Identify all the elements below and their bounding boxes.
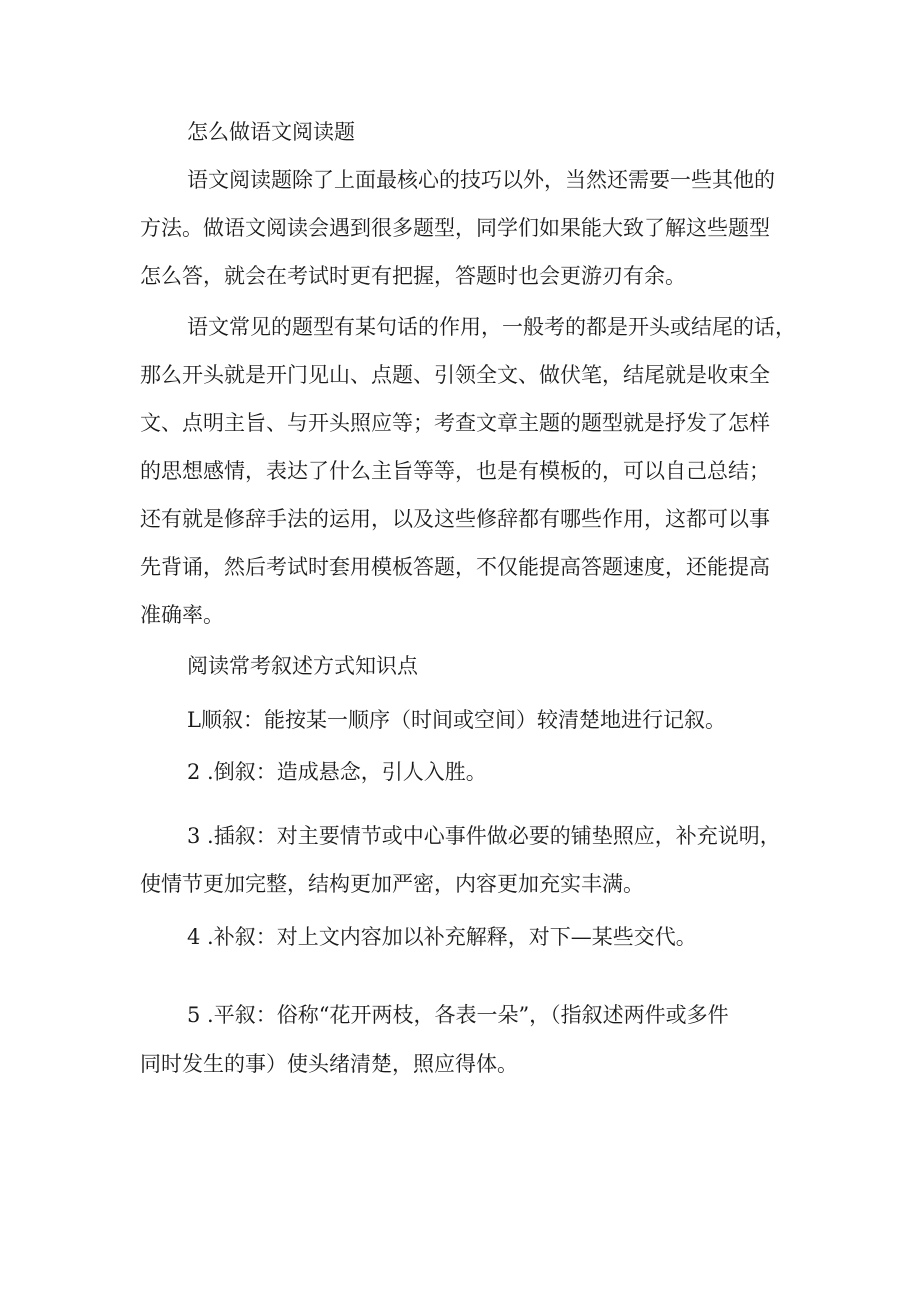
item-5-line-2: 同时发生的事）使头绪清楚，照应得体。 bbox=[140, 1052, 518, 1076]
item-1: L顺叙：能按某一顺序（时间或空间）较清楚地进行记叙。 bbox=[187, 708, 726, 732]
item-2: 2 .倒叙：造成悬念，引人入胜。 bbox=[187, 760, 487, 784]
item-3-line-1: 3 .插叙：对主要情节或中心事件做必要的铺垫照应，补充说明， bbox=[187, 824, 781, 848]
paragraph-1-line-3: 怎么答，就会在考试时更有把握，答题时也会更游刃有余。 bbox=[140, 264, 686, 288]
paragraph-1-line-1: 语文阅读题除了上面最核心的技巧以外，当然还需要一些其他的 bbox=[187, 168, 775, 192]
paragraph-2-line-4: 的思想感情，表达了什么主旨等等，也是有模板的，可以自己总结； bbox=[140, 459, 770, 483]
paragraph-1-line-2: 方法。做语文阅读会遇到很多题型，同学们如果能大致了解这些题型 bbox=[140, 216, 770, 240]
paragraph-2-line-7: 准确率。 bbox=[140, 603, 224, 627]
section-heading: 阅读常考叙述方式知识点 bbox=[187, 654, 418, 678]
item-5-line-1: 5 .平叙：俗称“花开两枝，各表一朵”，（指叙述两件或多件 bbox=[187, 1003, 729, 1027]
paragraph-2-line-2: 那么开头就是开门见山、点题、引领全文、做伏笔，结尾就是收束全 bbox=[140, 363, 770, 387]
item-4: 4 .补叙：对上文内容加以补充解释，对下—某些交代。 bbox=[187, 925, 697, 949]
paragraph-2-line-6: 先背诵，然后考试时套用模板答题，不仅能提高答题速度，还能提高 bbox=[140, 555, 770, 579]
paragraph-2-line-3: 文、点明主旨、与开头照应等；考查文章主题的题型就是抒发了怎样 bbox=[140, 411, 770, 435]
document-title: 怎么做语文阅读题 bbox=[187, 120, 355, 144]
paragraph-2-line-1: 语文常见的题型有某句话的作用，一般考的都是开头或结尾的话， bbox=[187, 315, 796, 339]
paragraph-2-line-5: 还有就是修辞手法的运用，以及这些修辞都有哪些作用，这都可以事 bbox=[140, 507, 770, 531]
item-3-line-2: 使情节更加完整，结构更加严密，内容更加充实丰满。 bbox=[140, 872, 644, 896]
